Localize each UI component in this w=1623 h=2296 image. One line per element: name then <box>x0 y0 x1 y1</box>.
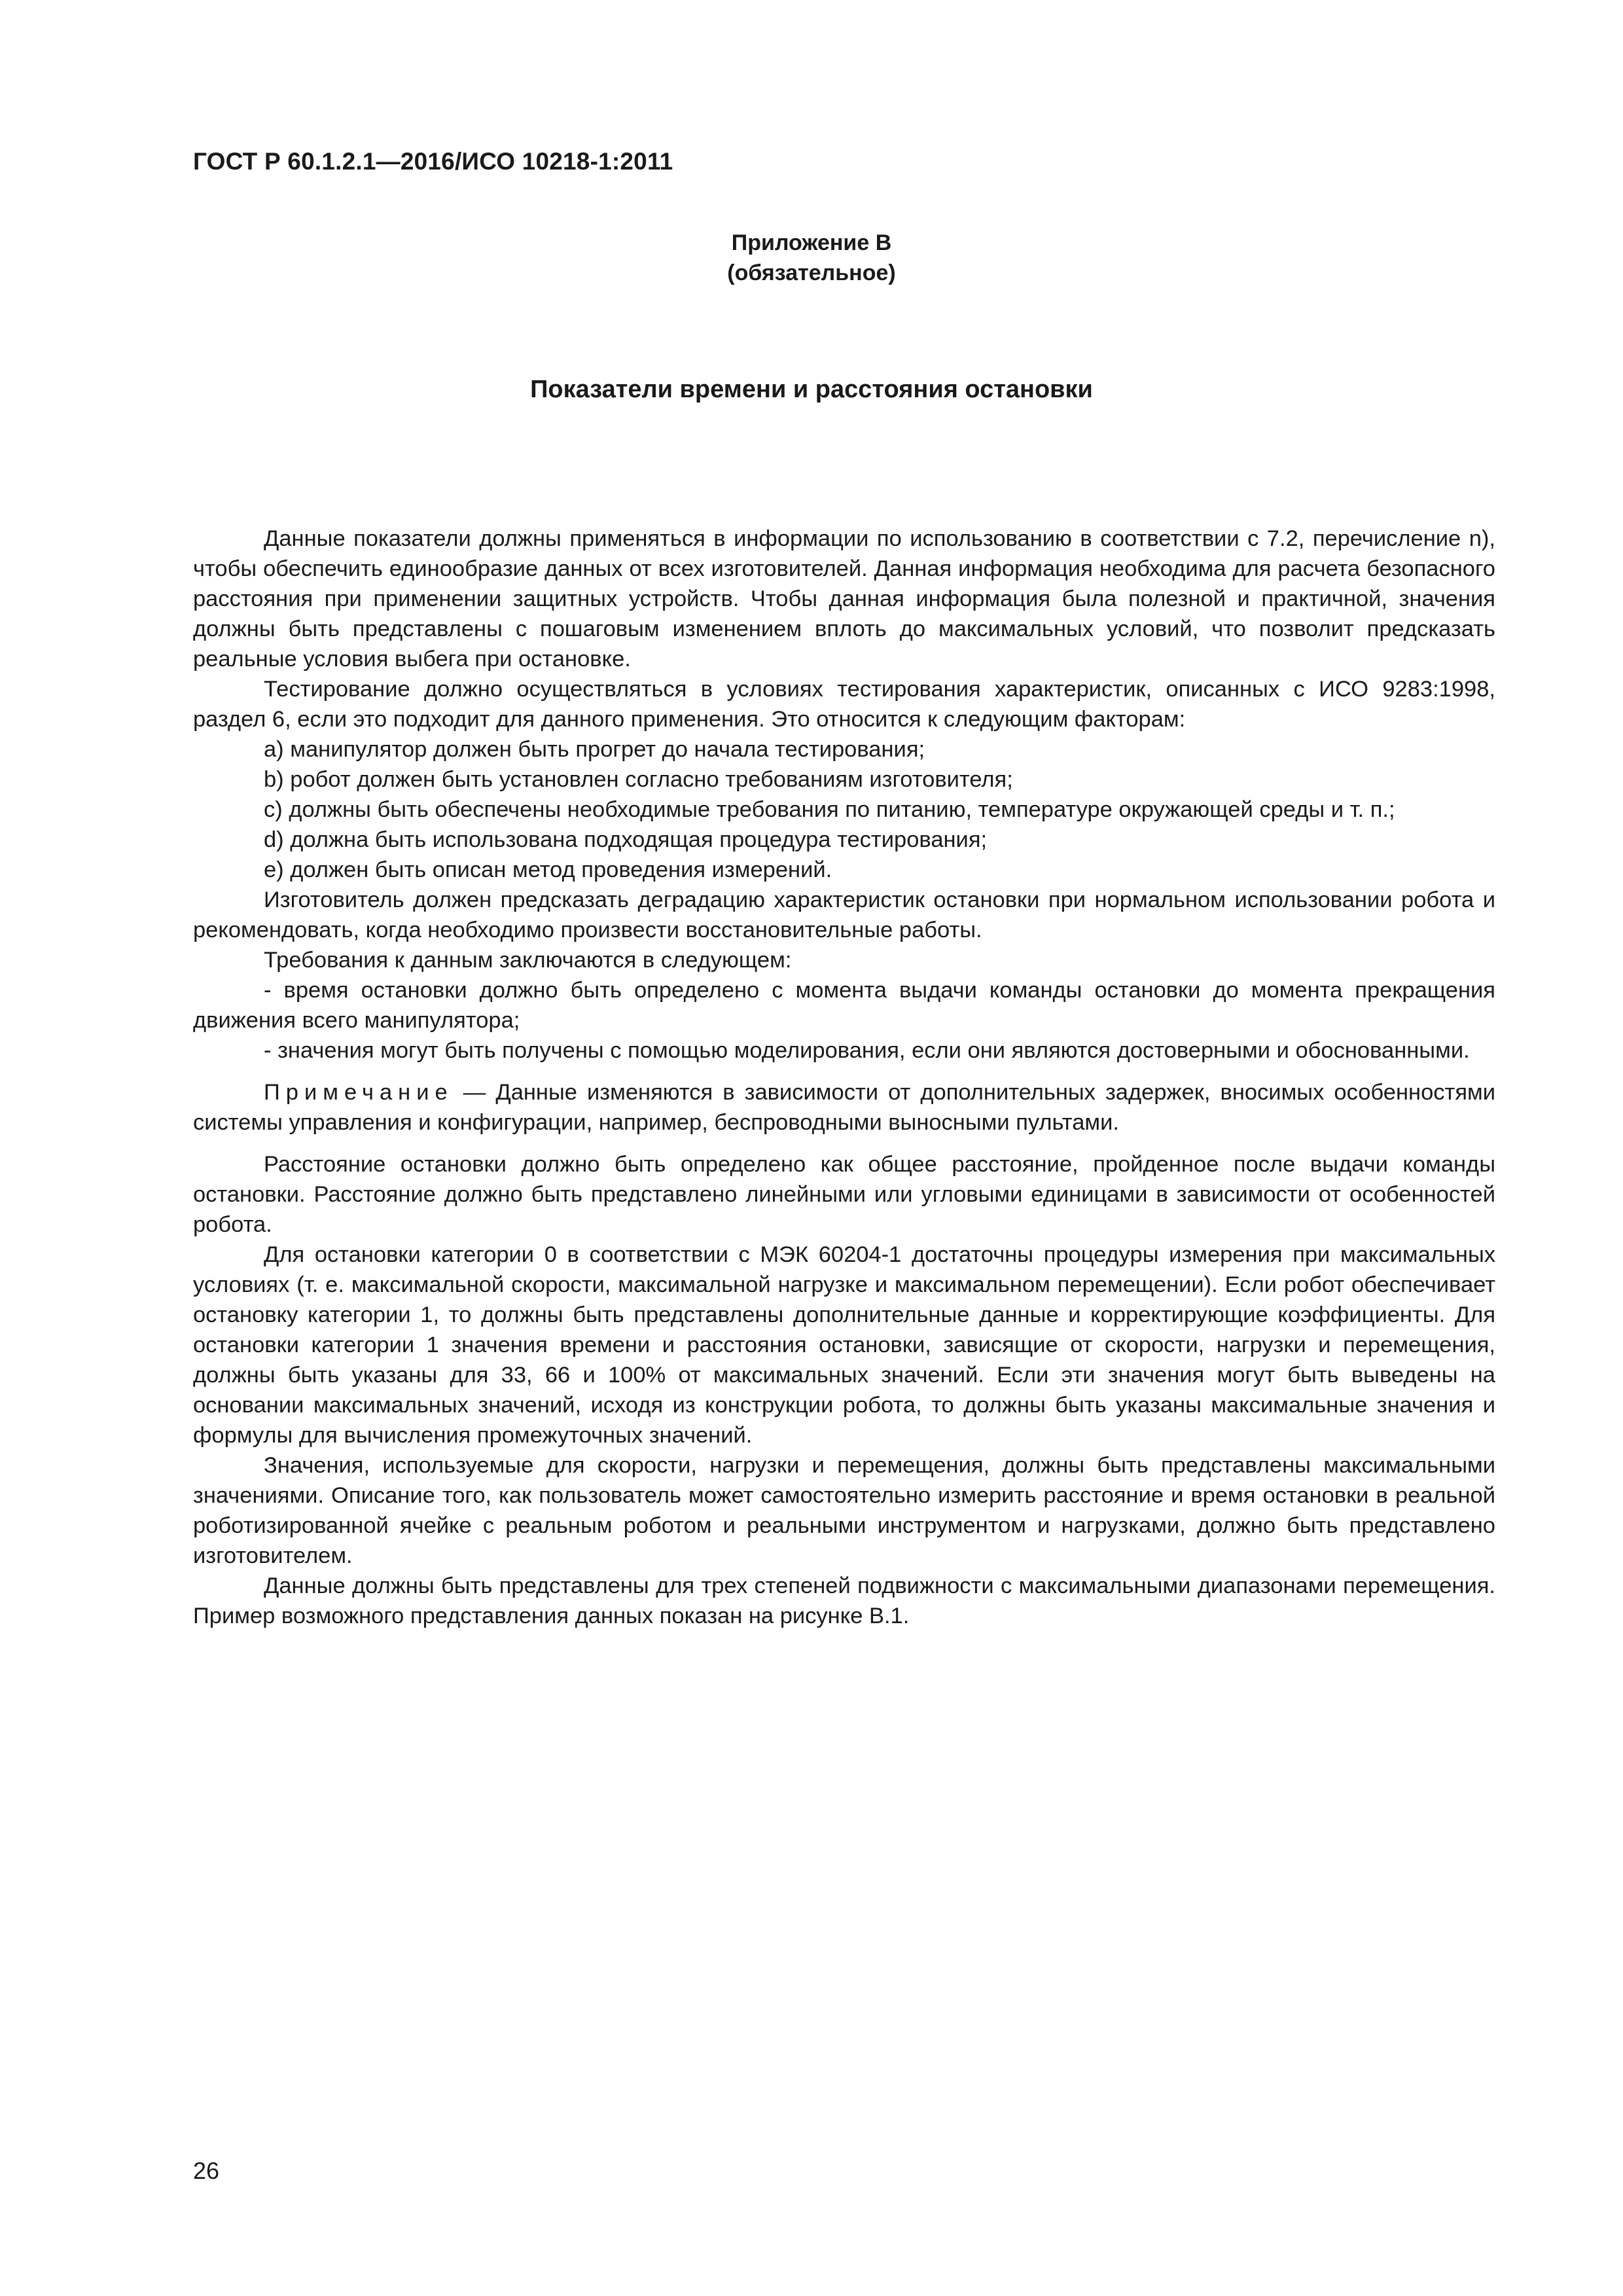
paragraph-testing: Тестирование должно осуществляться в условиях тестирования характеристик, описанных с ИСО 9283:1998, раздел 6, если это подходит для данного применения. Это относится к следующим факторам: <box>193 677 1495 732</box>
list-item-factor-c: c) должны быть обеспечены необходимые требования по питанию, температуре окружающей среды и т. п.; <box>264 797 1395 822</box>
paragraph-intro: Данные показатели должны применяться в информации по использованию в соответствии с 7.2, перечисление n), чтобы обеспечить единообразие данных от всех изготовителей. Данная информация необходима для расчета безопасного расстояния при применении защитных устройств. Чтобы данная информация была полезной и практичной, значения должны быть представлены с пошаговым изменением вплоть до максимальных условий, что позволит предсказать реальные условия выбега при остановке. <box>193 526 1495 672</box>
note-label: Примечание <box>264 1080 454 1105</box>
paragraph-stop-distance: Расстояние остановки должно быть определено как общее расстояние, пройденное после выдачи команды остановки. Расстояние должно быть представлено линейными или угловыми единицами в зависимости от особенностей робота. <box>193 1152 1495 1237</box>
note-text: — Данные изменяются в зависимости от дополнительных задержек, вносимых особенностями системы управления и конфигурации, например, беспроводными выносными пультами. <box>193 1080 1495 1135</box>
section-title: Показатели времени и расстояния остановки <box>530 376 1093 403</box>
note <box>193 1077 1495 1138</box>
page-number: 26 <box>193 2157 220 2184</box>
list-item-factor-a: a) манипулятор должен быть прогрет до начала тестирования; <box>264 737 925 762</box>
requirement-modeling: - значения могут быть получены с помощью моделирования, если они являются достоверными и обоснованными. <box>264 1038 1470 1063</box>
paragraph-requirements-intro: Требования к данным заключаются в следующем: <box>264 948 792 973</box>
list-item-factor-e: e) должен быть описан метод проведения измерений. <box>264 857 832 882</box>
paragraph-degradation: Изготовитель должен предсказать деградацию характеристик остановки при нормальном использовании робота и рекомендовать, когда необходимо произвести восстановительные работы. <box>193 888 1495 942</box>
appendix-heading <box>0 228 1623 288</box>
paragraph-max-values: Значения, используемые для скорости, нагрузки и перемещения, должны быть представлены максимальными значениями. Описание того, как пользователь может самостоятельно измерить расстояние и время остановки в реальной роботизированной ячейке с реальным роботом и реальными инструментом и нагрузками, должно быть представлено изготовителем. <box>193 1453 1495 1568</box>
paragraph-degrees-of-freedom: Данные должны быть представлены для трех степеней подвижности с максимальными диапазонами перемещения. Пример возможного представления данных показан на рисунке В.1. <box>193 1573 1495 1628</box>
appendix-title: Приложение В <box>731 230 892 255</box>
list-item-factor-d: d) должна быть использована подходящая процедура тестирования; <box>264 827 988 852</box>
paragraph-stop-category: Для остановки категории 0 в соответствии с МЭК 60204-1 достаточны процедуры измерения при максимальных условиях (т. е. максимальной скорости, максимальной нагрузке и максимальном перемещении). Если робот обеспечивает остановку категории 1, то должны быть представлены дополнительные данные и корректирующие коэффициенты. Для остановки категории 1 значения времени и расстояния остановки, зависящие от скорости, нагрузки и перемещения, должны быть указаны для 33, 66 и 100% от максимальных значений. Если эти значения могут быть выведены на основании максимальных значений, исходя из конструкции робота, то должны быть указаны максимальные значения и формулы для вычисления промежуточных значений. <box>193 1242 1495 1448</box>
appendix-status: (обязательное) <box>727 260 896 285</box>
requirement-stop-time: - время остановки должно быть определено с момента выдачи команды остановки до момента прекращения движения всего манипулятора; <box>193 978 1495 1033</box>
list-item-factor-b: b) робот должен быть установлен согласно требованиям изготовителя; <box>264 767 1013 792</box>
document-body <box>193 524 1495 1631</box>
document-code-header: ГОСТ Р 60.1.2.1—2016/ИСО 10218-1:2011 <box>193 148 673 175</box>
